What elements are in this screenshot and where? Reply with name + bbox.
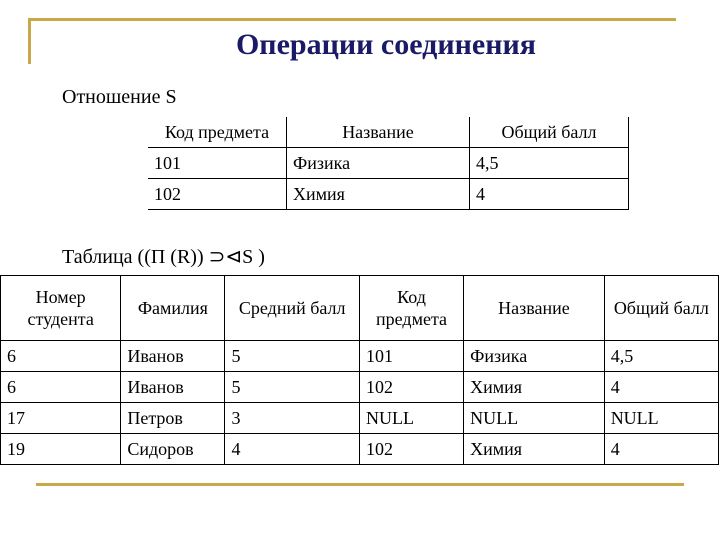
slide-title: Операции соединения: [235, 28, 537, 61]
table-row: [1, 372, 719, 403]
table-header-row: [1, 276, 719, 341]
table-cell: 6: [1, 372, 121, 403]
table-cell: NULL: [359, 403, 463, 434]
table-row: [1, 434, 719, 465]
table-cell: 4: [604, 434, 718, 465]
table-cell: Петров: [121, 403, 225, 434]
table-cell: 5: [225, 372, 359, 403]
table-cell: 101: [148, 148, 287, 179]
table-cell: 19: [1, 434, 121, 465]
table-cell: 102: [148, 179, 287, 210]
table-cell: 4: [225, 434, 359, 465]
table-cell: 4,5: [470, 148, 629, 179]
table-cell: 4,5: [604, 341, 718, 372]
table-cell: Физика: [464, 341, 605, 372]
table-cell: 102: [359, 372, 463, 403]
table-row: [1, 403, 719, 434]
table-cell: 5: [225, 341, 359, 372]
table-cell: Иванов: [121, 372, 225, 403]
table-cell: 3: [225, 403, 359, 434]
column-header: Название: [464, 276, 605, 341]
column-header: Фамилия: [121, 276, 225, 341]
column-header: Средний балл: [225, 276, 359, 341]
column-header: Общий балл: [604, 276, 718, 341]
table-cell: Химия: [464, 372, 605, 403]
column-header: Номер студента: [1, 276, 121, 341]
table-cell: 4: [604, 372, 718, 403]
relation-s-table: [148, 117, 629, 210]
table-row: [148, 179, 629, 210]
decorative-bottom-line: [36, 483, 684, 486]
column-header: Код предмета: [148, 117, 287, 148]
join-result-table: [0, 275, 719, 465]
column-header: Общий балл: [470, 117, 629, 148]
table-cell: 6: [1, 341, 121, 372]
table-cell: Физика: [287, 148, 470, 179]
column-header: Код предмета: [359, 276, 463, 341]
table-cell: 101: [359, 341, 463, 372]
table-cell: 102: [359, 434, 463, 465]
table-cell: Сидоров: [121, 434, 225, 465]
table-cell: NULL: [464, 403, 605, 434]
table-row: [148, 148, 629, 179]
join-caption: Таблица ((П (R)) ⊃⊲S ): [62, 246, 265, 268]
table-cell: 4: [470, 179, 629, 210]
column-header: Название: [287, 117, 470, 148]
table-cell: Химия: [464, 434, 605, 465]
relation-caption: Отношение S: [62, 86, 177, 108]
table-row: [1, 341, 719, 372]
table-cell: 17: [1, 403, 121, 434]
table-header-row: [148, 117, 629, 148]
decorative-top-line: [28, 18, 676, 21]
table-cell: Химия: [287, 179, 470, 210]
table-cell: NULL: [604, 403, 718, 434]
table-cell: Иванов: [121, 341, 225, 372]
